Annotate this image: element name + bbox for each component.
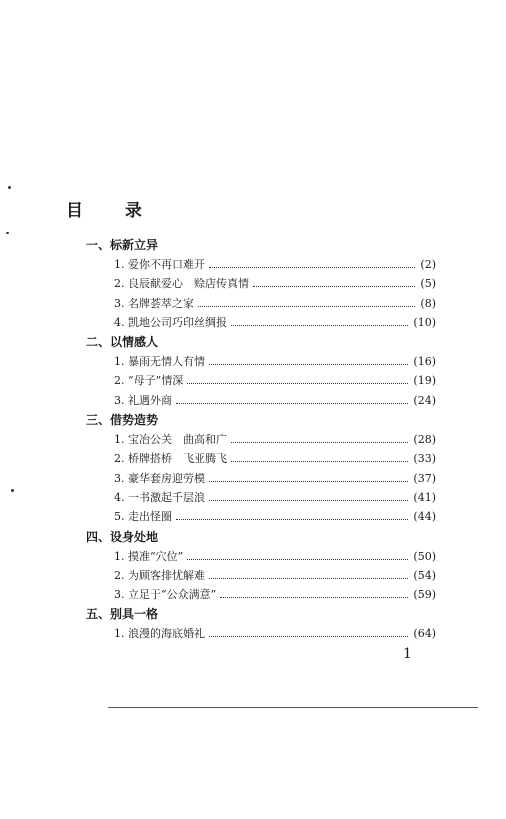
dot-leader bbox=[187, 383, 408, 384]
toc-entry bbox=[86, 507, 436, 526]
entry-page-number: (16) bbox=[413, 355, 436, 369]
entry-page-number: (33) bbox=[413, 452, 436, 466]
entry-page-number: (10) bbox=[413, 315, 436, 329]
entry-page-number: (50) bbox=[413, 549, 436, 563]
toc-entry bbox=[86, 294, 436, 313]
dot-leader bbox=[176, 403, 408, 404]
toc-entry bbox=[86, 430, 436, 449]
entry-page-number: (37) bbox=[413, 471, 436, 485]
toc-section bbox=[86, 235, 436, 332]
entry-page-number: (64) bbox=[413, 627, 436, 641]
toc-entry bbox=[86, 469, 436, 488]
toc-entry bbox=[86, 624, 436, 643]
dot-leader bbox=[198, 306, 415, 307]
entry-page-number: (24) bbox=[413, 393, 436, 407]
scan-speck bbox=[8, 186, 11, 189]
dot-leader bbox=[209, 636, 408, 637]
toc-entry bbox=[86, 352, 436, 371]
entry-page-number: (5) bbox=[420, 277, 436, 291]
entry-title: 1. 宝冶公关 曲高和广 bbox=[114, 433, 227, 447]
dot-leader bbox=[231, 442, 408, 443]
entry-title: 1. 爱你不再口难开 bbox=[114, 258, 205, 271]
dot-leader bbox=[209, 481, 408, 482]
dot-leader bbox=[231, 325, 408, 326]
entry-title: 3. 立足于“公众满意” bbox=[114, 588, 217, 602]
dot-leader bbox=[187, 559, 408, 560]
dot-leader bbox=[220, 597, 408, 598]
toc-section bbox=[86, 604, 436, 643]
entry-title: 4. 凯地公司巧印丝绸报 bbox=[114, 315, 227, 329]
dot-leader bbox=[209, 364, 408, 365]
toc-entry bbox=[86, 585, 436, 604]
entry-page-number: (44) bbox=[413, 510, 436, 524]
page-number: 1 bbox=[403, 646, 412, 662]
entry-title: 2. “母子”情深 bbox=[114, 374, 184, 388]
dot-leader bbox=[209, 267, 415, 268]
entry-title: 3. 豪华套房迎劳模 bbox=[114, 471, 205, 485]
toc-section bbox=[86, 410, 436, 526]
entry-title: 2. 为顾客排忧解难 bbox=[114, 568, 205, 582]
dot-leader bbox=[209, 578, 408, 579]
entry-title: 3. 名牌荟萃之家 bbox=[114, 296, 194, 310]
entry-title: 1. 暴雨无情人有情 bbox=[114, 355, 205, 369]
section-title: 二、以情感人 bbox=[86, 335, 159, 350]
entry-page-number: (59) bbox=[413, 588, 436, 602]
section-title: 一、标新立异 bbox=[86, 238, 159, 252]
entry-page-number: (41) bbox=[413, 490, 436, 504]
entry-page-number: (19) bbox=[413, 374, 436, 388]
toc-entry bbox=[86, 371, 436, 390]
toc-title: 目 录 bbox=[66, 201, 160, 221]
entry-page-number: (8) bbox=[420, 296, 436, 310]
toc-entry bbox=[86, 488, 436, 507]
toc-section bbox=[86, 527, 436, 605]
scan-speck bbox=[6, 232, 9, 234]
entry-title: 2. 桥牌搭桥 飞亚腾飞 bbox=[114, 452, 227, 466]
section-title: 三、借势造势 bbox=[86, 413, 159, 428]
entry-page-number: (28) bbox=[413, 433, 436, 447]
dot-leader bbox=[253, 286, 415, 287]
section-title: 五、别具一格 bbox=[86, 607, 159, 622]
table-of-contents bbox=[86, 235, 436, 644]
dot-leader bbox=[231, 461, 408, 462]
entry-title: 5. 走出怪圈 bbox=[114, 510, 172, 524]
toc-entry bbox=[86, 255, 436, 274]
dot-leader bbox=[176, 519, 408, 520]
scan-speck bbox=[11, 489, 14, 492]
toc-entry bbox=[86, 547, 436, 566]
entry-title: 3. 礼遇外商 bbox=[114, 393, 172, 407]
entry-page-number: (54) bbox=[413, 568, 436, 582]
toc-entry bbox=[86, 391, 436, 410]
toc-entry bbox=[86, 449, 436, 468]
entry-page-number: (2) bbox=[420, 258, 436, 271]
toc-entry bbox=[86, 566, 436, 585]
footer-rule bbox=[108, 707, 478, 708]
section-title: 四、设身处地 bbox=[86, 529, 159, 544]
entry-title: 2. 良辰献爱心 赊店传真情 bbox=[114, 277, 249, 291]
entry-title: 1. 浪漫的海底婚礼 bbox=[114, 627, 205, 641]
toc-entry bbox=[86, 274, 436, 293]
entry-title: 4. 一书激起千层浪 bbox=[114, 490, 205, 504]
toc-section bbox=[86, 332, 436, 410]
toc-entry bbox=[86, 313, 436, 332]
entry-title: 1. 摸准“穴位” bbox=[114, 549, 184, 563]
dot-leader bbox=[209, 500, 408, 501]
